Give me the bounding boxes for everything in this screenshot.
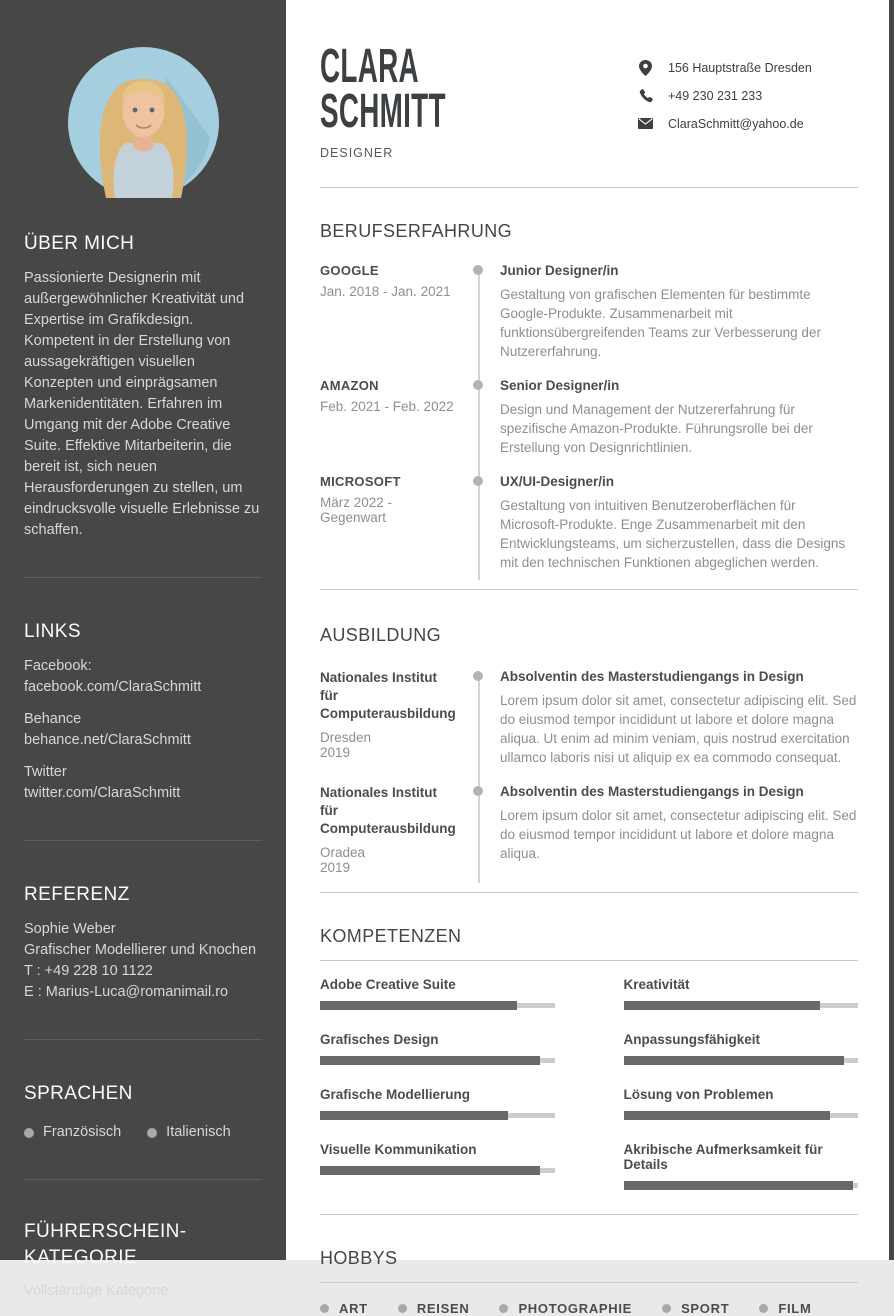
hobby-label: SPORT [681,1301,730,1316]
envelope-icon [638,116,653,131]
skill-bar-fill [624,1111,830,1120]
job-title: Senior Designer/in [500,378,620,393]
reference-block [24,919,262,1003]
skill-bar-fill [624,1056,844,1065]
hobby-item [320,1301,368,1316]
header [320,0,858,160]
skill-label: Kreativität [623,977,690,992]
link-url[interactable]: twitter.com/ClaraSchmitt [24,785,181,801]
bullet-dot-icon [759,1304,768,1313]
skill-bar [320,1111,555,1120]
skills-column-right [624,977,859,1212]
entry-body [500,784,858,875]
skill-bar [624,1056,859,1065]
experience-entry-google [320,263,858,361]
hobby-label: PHOTOGRAPHIE [518,1301,633,1316]
timeline-dot-icon [473,476,483,486]
profile-photo [68,47,219,198]
school-name: Nationales Institut für Computerausbildung [320,670,456,721]
link-item-facebook [24,656,262,698]
last-name: SCHMITT [320,85,446,138]
language-label: Italienisch [166,1124,231,1140]
sidebar-divider [24,1179,262,1180]
education-entry-oradea [320,784,858,875]
school-year: 2019 [320,860,351,875]
links-section-title: LINKS [24,621,81,642]
job-role: DESIGNER [320,146,394,160]
main-divider [320,589,858,590]
sidebar-divider [24,577,262,578]
main-divider [320,187,858,188]
reference-email[interactable]: E : Marius-Luca@romanimail.ro [24,984,229,1000]
hobby-label: ART [339,1301,368,1316]
bullet-dot-icon [662,1304,671,1313]
company-name: AMAZON [320,378,379,393]
reference-role: Grafischer Modellierer und Knochen [24,942,257,958]
job-title: Junior Designer/in [500,263,619,278]
languages-section-title: SPRACHEN [24,1083,133,1104]
skill-bar [320,1166,555,1175]
experience-timeline [320,263,858,572]
experience-entry-microsoft [320,474,858,572]
skill-label: Adobe Creative Suite [320,977,456,992]
bullet-dot-icon [24,1128,34,1138]
license-value: Vollständige Kategorie [24,1283,169,1299]
language-label: Französisch [43,1124,122,1140]
entry-meta [320,784,457,875]
job-description: Gestaltung von intuitiven Benutzeroberflächen für Microsoft-Produkte. Enge Zusammenarbeit mit den Entwicklungsteams, um sicherzustellen, dass die Designs mit den technischen Funktionen abgeglichen werden. [500,498,846,570]
hobbies-list [320,1301,858,1316]
date-range: März 2022 - Gegenwart [320,495,393,525]
entry-meta [320,378,457,457]
degree-title: Absolventin des Masterstudiengangs in Design [500,669,804,684]
page-right-edge-strip [889,0,894,1260]
about-section-title: ÜBER MICH [24,233,135,254]
entry-body [500,378,858,457]
address-text: 156 Hauptstraße Dresden [668,60,812,75]
entry-body [500,669,858,767]
date-range: Jan. 2018 - Jan. 2021 [320,284,451,299]
hobbies-section [320,1248,858,1316]
experience-section-title: BERUFSERFAHRUNG [320,221,513,241]
skill-item [320,1142,555,1175]
skill-item [320,977,555,1010]
skill-bar [320,1056,555,1065]
entry-body [500,474,858,572]
education-timeline [320,669,858,875]
language-item [147,1122,230,1143]
experience-entry-amazon [320,378,858,457]
license-section-title: FÜHRERSCHEIN-KATEGORIE [24,1221,187,1268]
contact-address-row [638,60,812,75]
bullet-dot-icon [398,1304,407,1313]
phone-text[interactable]: +49 230 231 233 [668,88,763,103]
job-description: Design und Management der Nutzererfahrung für spezifische Amazon-Produkte. Führungsrolle bei der Erstellung von Designrichtlinien. [500,402,813,455]
skill-item [624,1142,859,1190]
reference-phone: T : +49 228 10 1122 [24,963,153,979]
contact-phone-row [638,88,812,103]
skill-item [320,1032,555,1065]
timeline-dot-icon [473,786,483,796]
school-city: Oradea [320,845,366,860]
hobby-item [398,1301,470,1316]
school-name: Nationales Institut für Computerausbildung [320,785,456,836]
sidebar-divider [24,840,262,841]
school-city: Dresden [320,730,372,745]
timeline-dot-icon [473,671,483,681]
skill-bar-fill [624,1001,821,1010]
about-text: Passionierte Designerin mit außergewöhnlicher Kreativität und Expertise im Grafikdesign. Kompetent in der Erstellung von aussagekräftigen visuellen Konzepten und einprägsamen Markenidentitäten. Erfahren im Umgang mit der Adobe Creative Suite. Effektive Mitarbeiterin, die bereit ist, sich neuen Herausforderungen zu stellen, um eindrucksvolle visuelle Erlebnisse zu schaffen. [24,270,260,538]
timeline-dot-icon [473,265,483,275]
skill-bar [320,1001,555,1010]
languages-list [24,1122,262,1143]
skill-bar [624,1111,859,1120]
contact-email-row [638,116,812,131]
hobby-item [662,1301,729,1316]
company-name: MICROSOFT [320,474,401,489]
degree-description: Lorem ipsum dolor sit amet, consectetur adipiscing elit. Sed do eiusmod tempor incididunt ut labore et dolore magna aliqua. Ut enim ad minim veniam, quis nostrud exercitation ullamco laboris nisi ut aliquip ex ea commodo consequat. [500,693,857,765]
timeline-dot-icon [473,380,483,390]
location-pin-icon [638,60,653,75]
reference-name: Sophie Weber [24,921,116,937]
skill-item [320,1087,555,1120]
link-url[interactable]: behance.net/ClaraSchmitt [24,732,191,748]
skill-bar [624,1001,859,1010]
link-label: Facebook: [24,658,92,674]
main-divider [320,1214,858,1215]
entry-meta [320,263,457,361]
skill-item [624,977,859,1010]
degree-description: Lorem ipsum dolor sit amet, consectetur adipiscing elit. Sed do eiusmod tempor incididunt ut labore et dolore magna aliqua. [500,808,857,861]
skill-bar-fill [320,1001,517,1010]
skill-label: Grafische Modellierung [320,1087,471,1102]
profile-photo-illustration [68,47,219,198]
main-divider [320,892,858,893]
skill-label: Akribische Aufmerksamkeit für Details [623,1142,823,1172]
skill-label: Visuelle Kommunikation [320,1142,477,1157]
email-text[interactable]: ClaraSchmitt@yahoo.de [668,116,804,131]
first-name: CLARA [320,40,419,93]
sidebar [0,0,286,1299]
job-title: UX/UI-Designer/in [500,474,615,489]
bullet-dot-icon [320,1304,329,1313]
link-label: Twitter [24,764,67,780]
main-divider [320,960,858,961]
skills-section [320,926,858,1212]
entry-meta [320,474,457,572]
contact-block [638,60,812,144]
experience-section [320,221,858,572]
skills-column-left [320,977,555,1212]
entry-body [500,263,858,361]
education-entry-dresden [320,669,858,767]
skill-item [624,1087,859,1120]
skills-grid [320,977,858,1212]
skill-label: Grafisches Design [320,1032,439,1047]
hobby-item [499,1301,632,1316]
job-description: Gestaltung von grafischen Elementen für bestimmte Google-Produkte. Zusammenarbeit mit funktionsübergreifenden Teams zur Verbesserung der Nutzererfahrung. [500,287,821,359]
skill-label: Lösung von Problemen [623,1087,774,1102]
education-section-title: AUSBILDUNG [320,625,442,645]
reference-section-title: REFERENZ [24,884,130,905]
school-year: 2019 [320,745,351,760]
entry-meta [320,669,457,767]
link-label: Behance [24,711,82,727]
language-item [24,1122,121,1143]
bullet-dot-icon [499,1304,508,1313]
hobby-item [759,1301,811,1316]
skill-bar-fill [320,1056,540,1065]
sidebar-divider [24,1039,262,1040]
skill-bar-fill [320,1166,540,1175]
company-name: GOOGLE [320,263,379,278]
bullet-dot-icon [147,1128,157,1138]
education-section [320,625,858,875]
hobby-label: FILM [778,1301,812,1316]
main-column [286,0,889,1316]
link-url[interactable]: facebook.com/ClaraSchmitt [24,679,202,695]
date-range: Feb. 2021 - Feb. 2022 [320,399,454,414]
phone-icon [638,88,653,103]
hobbies-section-title: HOBBYS [320,1248,398,1268]
skill-item [624,1032,859,1065]
skill-bar-fill [624,1181,854,1190]
degree-title: Absolventin des Masterstudiengangs in Design [500,784,804,799]
skill-bar [624,1181,859,1190]
skill-bar-fill [320,1111,508,1120]
link-item-twitter [24,762,262,804]
skills-section-title: KOMPETENZEN [320,926,462,946]
main-divider [320,1282,858,1283]
skill-label: Anpassungsfähigkeit [623,1032,761,1047]
hobby-label: REISEN [416,1301,470,1316]
link-item-behance [24,709,262,751]
